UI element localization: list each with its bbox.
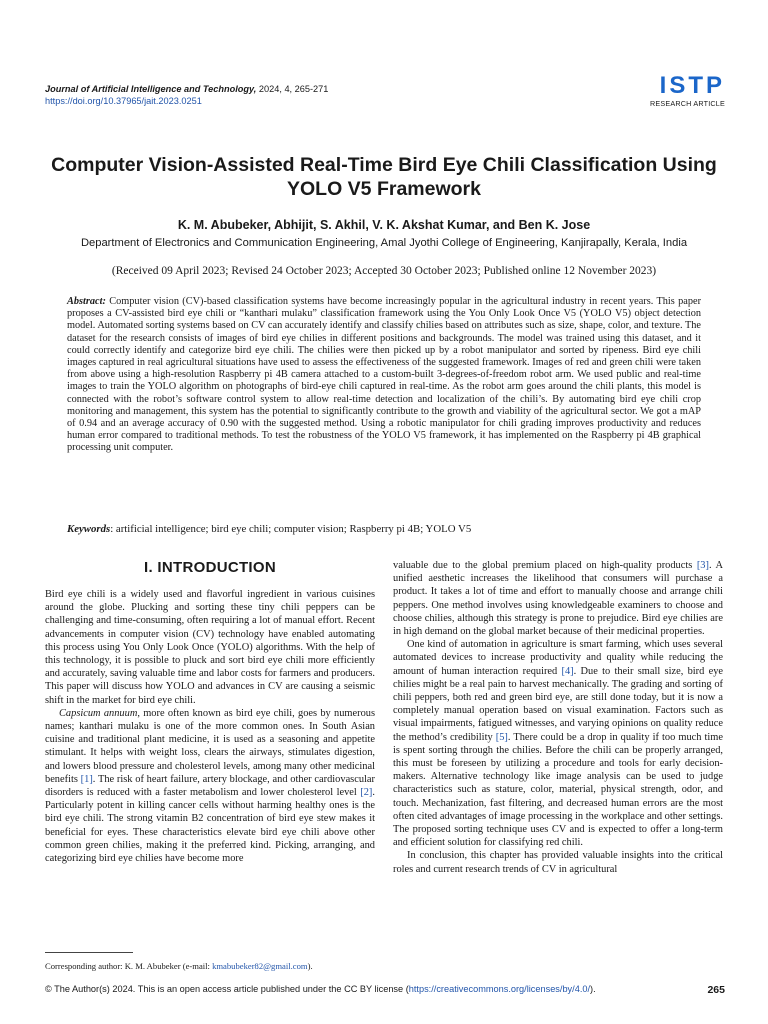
keywords-label: Keywords	[67, 523, 111, 535]
citation-link[interactable]: [1]	[80, 773, 93, 785]
abstract	[67, 296, 701, 455]
paragraph-text: , more often known as bird eye chili, goes by numerous names; kanthari mulaku is one of the more common ones. In South Asian cuisine and traditional plant medicine, it is used as a seasoning and appetite stimulant. It helps with weight loss, clears the airways, stimulates digestion, and lowers blood pressure and cholesterol levels, among many other medicinal benefits	[45, 707, 375, 785]
citation-link[interactable]: [3]	[696, 560, 709, 571]
affiliation: Department of Electronics and Communication Engineering, Amal Jyothi College of Engineering, Kanjirapally, Kerala, India	[80, 237, 688, 249]
species-name: Capsicum annuum	[59, 707, 138, 719]
paragraph	[393, 559, 723, 638]
paragraph-text: valuable due to the global premium placed on high-quality products	[393, 560, 697, 571]
journal-header	[45, 83, 328, 107]
left-column	[45, 559, 375, 865]
istp-logo	[625, 74, 725, 108]
publication-dates: (Received 09 April 2023; Revised 24 October 2023; Accepted 30 October 2023; Published online 12 November 2023)	[111, 265, 657, 277]
paragraph-text: . There could be a drop in quality if too much time is spent sorting through the chilies. Before the chili can be properly arranged, this must be foreseen by utilizing a procedure and tools for early decision-makers. Alternative technology like image analysis can be used to judge characteristics such as stature, color, material, physical strength, odor, and touch. Mechanization, fast filtering, and decreased human errors are the most often cited advantages of image processing in the workplace and other settings. The proposed sorting technique uses CV and is expected to offer a long-term and efficient solution for classifying red chili.	[393, 731, 723, 849]
footnote-text: ).	[307, 961, 313, 971]
doi-link[interactable]: https://doi.org/10.37965/jait.2023.0251	[45, 96, 202, 106]
journal-volume: 2024, 4, 265-271	[256, 84, 329, 94]
paragraph	[393, 638, 723, 849]
email-link[interactable]: kmabubeker82@gmail.com	[212, 961, 308, 971]
citation-link[interactable]: [2]	[360, 787, 373, 799]
author-list: K. M. Abubeker, Abhijit, S. Akhil, V. K. Akshat Kumar, and Ben K. Jose	[177, 218, 591, 232]
abstract-label: Abstract:	[67, 296, 106, 307]
article-type-label: RESEARCH ARTICLE	[650, 99, 725, 108]
license-link[interactable]: https://creativecommons.org/licenses/by/4.0/	[408, 984, 591, 994]
right-column	[393, 559, 723, 876]
paragraph: Bird eye chili is a widely used and flavorful ingredient in various cuisines around the globe. Plucking and sorting these tiny chili peppers can be challenging and time-consuming, often requiring a lot of manual effort. Recent advancements in computer vision (CV) technology have enabled automating this process using You Only Look Once (YOLO) algorithms. With the help of this technology, it is possible to pluck and sort bird eye chili more efficiently and accurately, saving valuable time and labor costs for farmers and producers. This paper will discuss how YOLO and advances in CV are causing a seismic shift in the market for bird eye chili.	[45, 589, 375, 706]
paragraph: In conclusion, this chapter has provided valuable insights into the critical roles and current research trends of CV in agricultural	[393, 850, 723, 875]
citation-link[interactable]: [4]	[561, 665, 574, 677]
footnote-text: Corresponding author: K. M. Abubeker (e-mail:	[45, 961, 213, 971]
paragraph-text: . A unified aesthetic increases the likelihood that consumers will purchase a product. It takes a lot of time and effort to manually choose and arrange chili peppers. One method involves using knowledgeable examiners to choose and choose chilies, although this strategy is prone to prejudice. Bird eye chilies are in high demand on the global market because of their medicinal properties.	[393, 560, 723, 638]
citation-link[interactable]: [5]	[495, 731, 508, 743]
page-number: 265	[707, 984, 725, 996]
paragraph-text: One kind of automation in agriculture is smart farming, which uses several automated devices to increase productivity and quality while reducing the amount of human interaction required	[393, 639, 723, 677]
paragraph-text: . The risk of heart failure, artery blockage, and other cardiovascular disorders is reduced with a faster metabolism and lower cholesterol level	[45, 773, 375, 799]
section-heading: I. INTRODUCTION	[144, 559, 276, 576]
corresponding-author-note	[45, 961, 313, 971]
abstract-text: Computer vision (CV)-based classification systems have become increasingly popular in the agricultural industry in recent years. This paper proposes a CV-assisted bird eye chili or “kanthari mulaku” classification framework using the You Only Look Once V5 (YOLO V5) object detection model. Automated sorting systems based on CV can accurately identify and classify chilies based on attributes such as size, shape, color, and texture. The dataset for the research consists of images of bird eye chilies in different positions and backgrounds. The model was trained using this dataset, and it could correctly identify and categorize bird eye chili. The chilies were then picked up by a robot manipulator and sorted by ripeness. Bird eye chili images captured in real agricultural situations have used to assess the effectiveness of the suggested framework. Images of red and green chili were taken from above using a high-resolution Raspberry pi 4B camera attached to a custom-built 3-degrees-of-freedom robot arm. We used public and real-time images to train the YOLO algorithm on photographs of bird-eye chili captured in real-time. As the robot arm goes around the chili plants, this model is connected with the robot’s software control system to allow real-time detection and localization of the chili’s. By automating bird eye chili crop monitoring and management, this system has the potential to significantly contribute to the growth and viability of the agricultural sector. We got a mAP of 0.94 and an average accuracy of 0.90 with the suggested method. Using a robotic manipulator for chili grading improves productivity and reduces human error compared to traditional methods. To test the robustness of the YOLO V5 framework, it has implemented on the Raspberry pi 4B graphical processing unit computer.	[67, 296, 701, 454]
license-footer	[45, 984, 725, 994]
footnote-divider	[45, 952, 133, 953]
keywords	[67, 523, 701, 535]
paragraph-text: . Due to their small size, bird eye chilies might be a real pain to harvest mechanically. The grading and sorting of chili peppers, both red and green bird eye, are still done today, but it is now a completely manual operation based on visual examination. Factors such as visual impairments, fatigued witnesses, and varying opinions on quality reduce the method’s credibility	[393, 665, 723, 743]
license-text: ).	[590, 984, 596, 994]
paragraph-text: . Particularly potent in killing cancer cells without harming healthy ones is the bird eye chili. The strong vitamin B2 concentration of bird eye stew makes it beneficial for eyes. These characteristics elevate bird eye chili above other common green chilies, making it the preferred kind. Picking, arranging, and categorizing bird eye chilies have become more	[45, 787, 375, 865]
logo-mark: ISTP	[659, 72, 725, 99]
keywords-text: : artificial intelligence; bird eye chili; computer vision; Raspberry pi 4B; YOLO V5	[110, 523, 472, 535]
paragraph	[45, 707, 375, 865]
license-text: © The Author(s) 2024. This is an open access article published under the CC BY license (	[45, 984, 409, 994]
journal-name: Journal of Artificial Intelligence and Technology,	[45, 84, 257, 94]
paper-title: Computer Vision-Assisted Real-Time Bird Eye Chili Classification Using YOLO V5 Framework	[51, 154, 717, 200]
